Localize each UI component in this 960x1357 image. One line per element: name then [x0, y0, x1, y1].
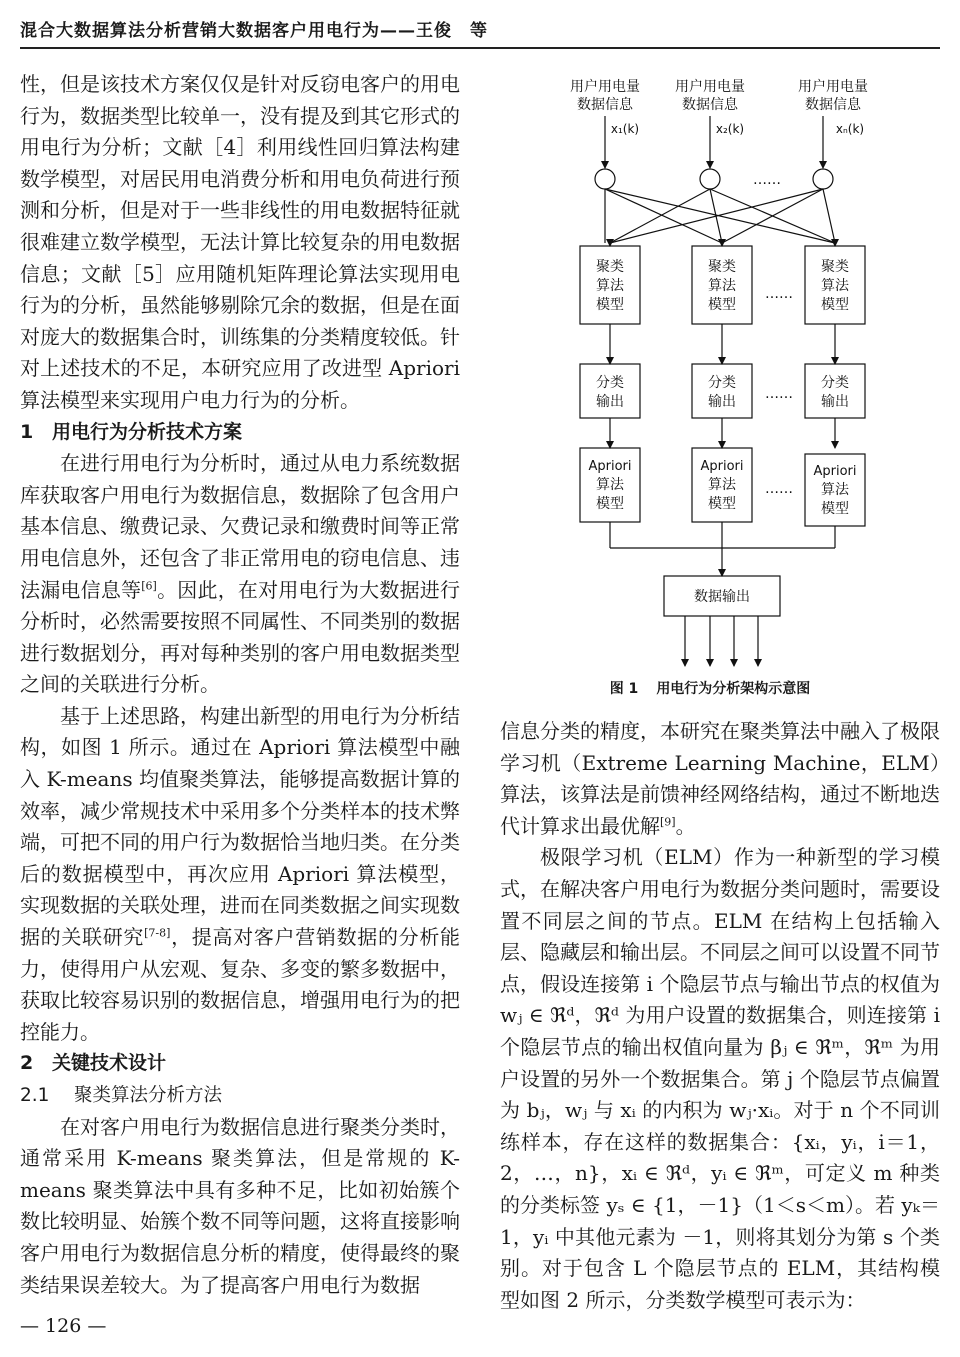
- svg-text:数据输出: 数据输出: [694, 589, 750, 605]
- svg-text:输出: 输出: [708, 394, 736, 410]
- svg-text:数据信息: 数据信息: [805, 97, 861, 113]
- paragraph-3-text-b: ，提高对客户营销数据的分析能力，使得用户从宏观、复杂、多变的繁多数据中，获取比较容易识别的数据信息，增强用电行为的把控能力。: [20, 925, 461, 1044]
- apriori-ellipsis: ……: [765, 481, 793, 497]
- svg-text:算法: 算法: [596, 477, 624, 493]
- input-node-1: [595, 169, 615, 189]
- section-1-title: 用电行为分析技术方案: [52, 420, 243, 443]
- figure-1-caption-text: 用电行为分析架构示意图: [656, 681, 811, 697]
- node-ellipsis: ……: [753, 172, 781, 188]
- x1-label: x₁(k): [610, 122, 640, 136]
- right-paragraph-1-text-a: 信息分类的精度，本研究在聚类算法中融入了极限学习机（Extreme Learning Machine，ELM）算法，该算法是前馈神经网络结构，通过不断地迭代计算求出最优解: [500, 719, 940, 838]
- apriori-box-n: [805, 454, 865, 526]
- right-paragraph-2: 极限学习机（ELM）作为一种新型的学习模式，在解决客户用电行为数据分类问题时，需要设置不同层之间的节点。ELM 在结构上包括输入层、隐藏层和输出层。不同层之间可以设置不同节点，假设连接第 i 个隐层节点与输出节点的权值为 wⱼ ∈ ℜᵈ，ℜᵈ 为用户设置的数据集合，则连接第 i 个隐层节点的输出权值向量为 βⱼ ∈ ℜᵐ，ℜᵐ 为用户设置的另外一个数据集合。第 j 个隐层节点偏置为 bⱼ，wⱼ 与 xᵢ 的内积为 wⱼ·xᵢ。对于 n 个不同训练样本，存在这样的数据集合：{xᵢ，yᵢ，i＝1，2，…，n}，xᵢ ∈ ℜᵈ，yᵢ ∈ ℜᵐ，可定义 m 种类的分类标签 yₛ ∈ {1，－1}（1＜s＜m）。若 yₖ＝1，yᵢ 中其他元素为 －1，则将其划分为第 s 个类别。对于包含 L 个隐层节点的 ELM，其结构模型如图 2 所示，分类数学模型可表示为：: [500, 845, 940, 1312]
- subsection-2-1-number: 2.1: [20, 1085, 50, 1106]
- svg-text:模型: 模型: [708, 496, 736, 512]
- figure-1-diagram: [500, 68, 940, 668]
- section-2-title: 关键技术设计: [52, 1052, 167, 1075]
- svg-text:输出: 输出: [596, 394, 624, 410]
- left-paragraph-2: [20, 448, 460, 701]
- svg-text:用户用电量: 用户用电量: [570, 79, 640, 95]
- subsection-2-1-title: 聚类算法分析方法: [74, 1085, 223, 1106]
- figure-1-caption-label: 图 1: [609, 681, 639, 697]
- figure-1-caption: [500, 678, 920, 698]
- output-box-1: [580, 364, 640, 418]
- output-box-n: [805, 364, 865, 418]
- svg-text:算法: 算法: [821, 482, 849, 498]
- output-box-2: [692, 364, 752, 418]
- right-paragraph-1: [500, 716, 940, 842]
- data-output-box: [664, 576, 780, 616]
- svg-text:算法: 算法: [708, 278, 736, 294]
- svg-text:Apriori: Apriori: [588, 459, 632, 474]
- cluster-box-1: [580, 246, 640, 324]
- svg-text:聚类: 聚类: [708, 259, 736, 275]
- left-paragraph-3: [20, 701, 460, 1049]
- page-number: — 126 —: [20, 1315, 107, 1337]
- cluster-ellipsis: ……: [765, 286, 793, 302]
- svg-text:Apriori: Apriori: [813, 464, 857, 479]
- svg-text:用户用电量: 用户用电量: [798, 79, 868, 95]
- paragraph-3-text-a: 基于上述思路，构建出新型的用电行为分析结构，如图 1 所示。通过在 Apriori 算法模型中融入 K-means 均值聚类算法，能够提高数据计算的效率，减少常规技术中采用多个分类样本的技术弊端，可把不同的用户行为数据恰当地归类。在分类后的数据模型中，再次应用 Apriori 算法模型，实现数据的关联处理，进而在同类数据之间实现数据的关联研究: [20, 703, 460, 950]
- running-header: 混合大数据算法分析营销大数据客户用电行为——王俊 等: [20, 21, 488, 41]
- svg-text:Apriori: Apriori: [700, 459, 744, 474]
- header-rule: [20, 47, 940, 49]
- input-node-2: [700, 169, 720, 189]
- xn-label: xₙ(k): [835, 122, 865, 136]
- paragraph-2-text-b: 。因此，在对用电行为大数据进行分析时，必然需要按照不同属性、不同类别的数据进行数据划分，再对每种类别的客户用电数据类型之间的关联进行分析。: [20, 577, 461, 697]
- full-connections: [605, 189, 835, 243]
- subsection-2-1-heading: [20, 1080, 460, 1112]
- section-2-number: 2: [20, 1052, 34, 1075]
- svg-text:算法: 算法: [596, 278, 624, 294]
- svg-text:数据信息: 数据信息: [577, 97, 633, 113]
- svg-text:分类: 分类: [596, 375, 624, 391]
- citation-6: [6]: [141, 578, 157, 592]
- output-ellipsis: ……: [765, 386, 793, 402]
- left-paragraph-1: 性，但是该技术方案仅仅是针对反窃电客户的用电行为，数据类型比较单一，没有提及到其它形式的用电行为分析；文献［4］利用线性回归算法构建数学模型，对居民用电消费分析和用电负荷进行预测和分析，但是对于一些非线性的用电数据特征就很难建立数学模型，无法计算比较复杂的用电数据信息；文献［5］应用随机矩阵理论算法实现用电行为的分析，虽然能够剔除冗余的数据，但是在面对庞大的数据集合时，训练集的分类精度较低。针对上述技术的不足，本研究应用了改进型 Apriori 算法模型来实现用户电力行为的分析。: [20, 72, 460, 412]
- apriori-box-1: [580, 448, 640, 522]
- svg-text:分类: 分类: [708, 375, 736, 391]
- svg-text:用户用电量: 用户用电量: [675, 79, 745, 95]
- svg-text:数据信息: 数据信息: [682, 97, 738, 113]
- section-2-heading: [20, 1048, 460, 1080]
- cluster-box-2: [692, 246, 752, 324]
- apriori-box-2: [692, 448, 752, 522]
- citation-9: [9]: [660, 815, 676, 829]
- section-1-heading: [20, 417, 460, 449]
- svg-text:算法: 算法: [708, 477, 736, 493]
- svg-text:模型: 模型: [596, 496, 624, 512]
- right-paragraph-1-text-b: 。: [675, 813, 696, 838]
- svg-text:输出: 输出: [821, 394, 849, 410]
- svg-text:模型: 模型: [821, 501, 849, 517]
- left-paragraph-4: 在对客户用电行为数据信息进行聚类分类时，通常采用 K-means 聚类算法，但是常规的 K-means 聚类算法中具有多种不足，比如初始簇个数比较明显、始簇个数不同等问题，这将直接影响客户用电行为数据信息分析的精度，使得最终的聚类结果误差较大。为了提高客户用电行为数据: [20, 1114, 460, 1297]
- svg-text:模型: 模型: [708, 297, 736, 313]
- svg-text:模型: 模型: [596, 297, 624, 313]
- input-node-n: [813, 169, 833, 189]
- input-label-n: [798, 78, 868, 136]
- citation-7-8: [7-8]: [144, 926, 171, 940]
- paragraph-2-text-a: 在进行用电行为分析时，通过从电力系统数据库获取客户用电行为数据信息，数据除了包含用户基本信息、缴费记录、欠费记录和缴费时间等正常用电信息外，还包含了非正常用电的窃电信息、违法漏电信息等: [20, 451, 460, 602]
- right-column: [500, 716, 940, 1316]
- svg-text:算法: 算法: [821, 278, 849, 294]
- section-1-number: 1: [20, 420, 34, 443]
- cluster-box-n: [805, 246, 865, 324]
- left-column: [20, 69, 460, 1301]
- svg-text:模型: 模型: [821, 297, 849, 313]
- x2-label: x₂(k): [715, 122, 745, 136]
- svg-text:分类: 分类: [821, 375, 849, 391]
- svg-text:聚类: 聚类: [596, 259, 624, 275]
- svg-text:聚类: 聚类: [821, 259, 849, 275]
